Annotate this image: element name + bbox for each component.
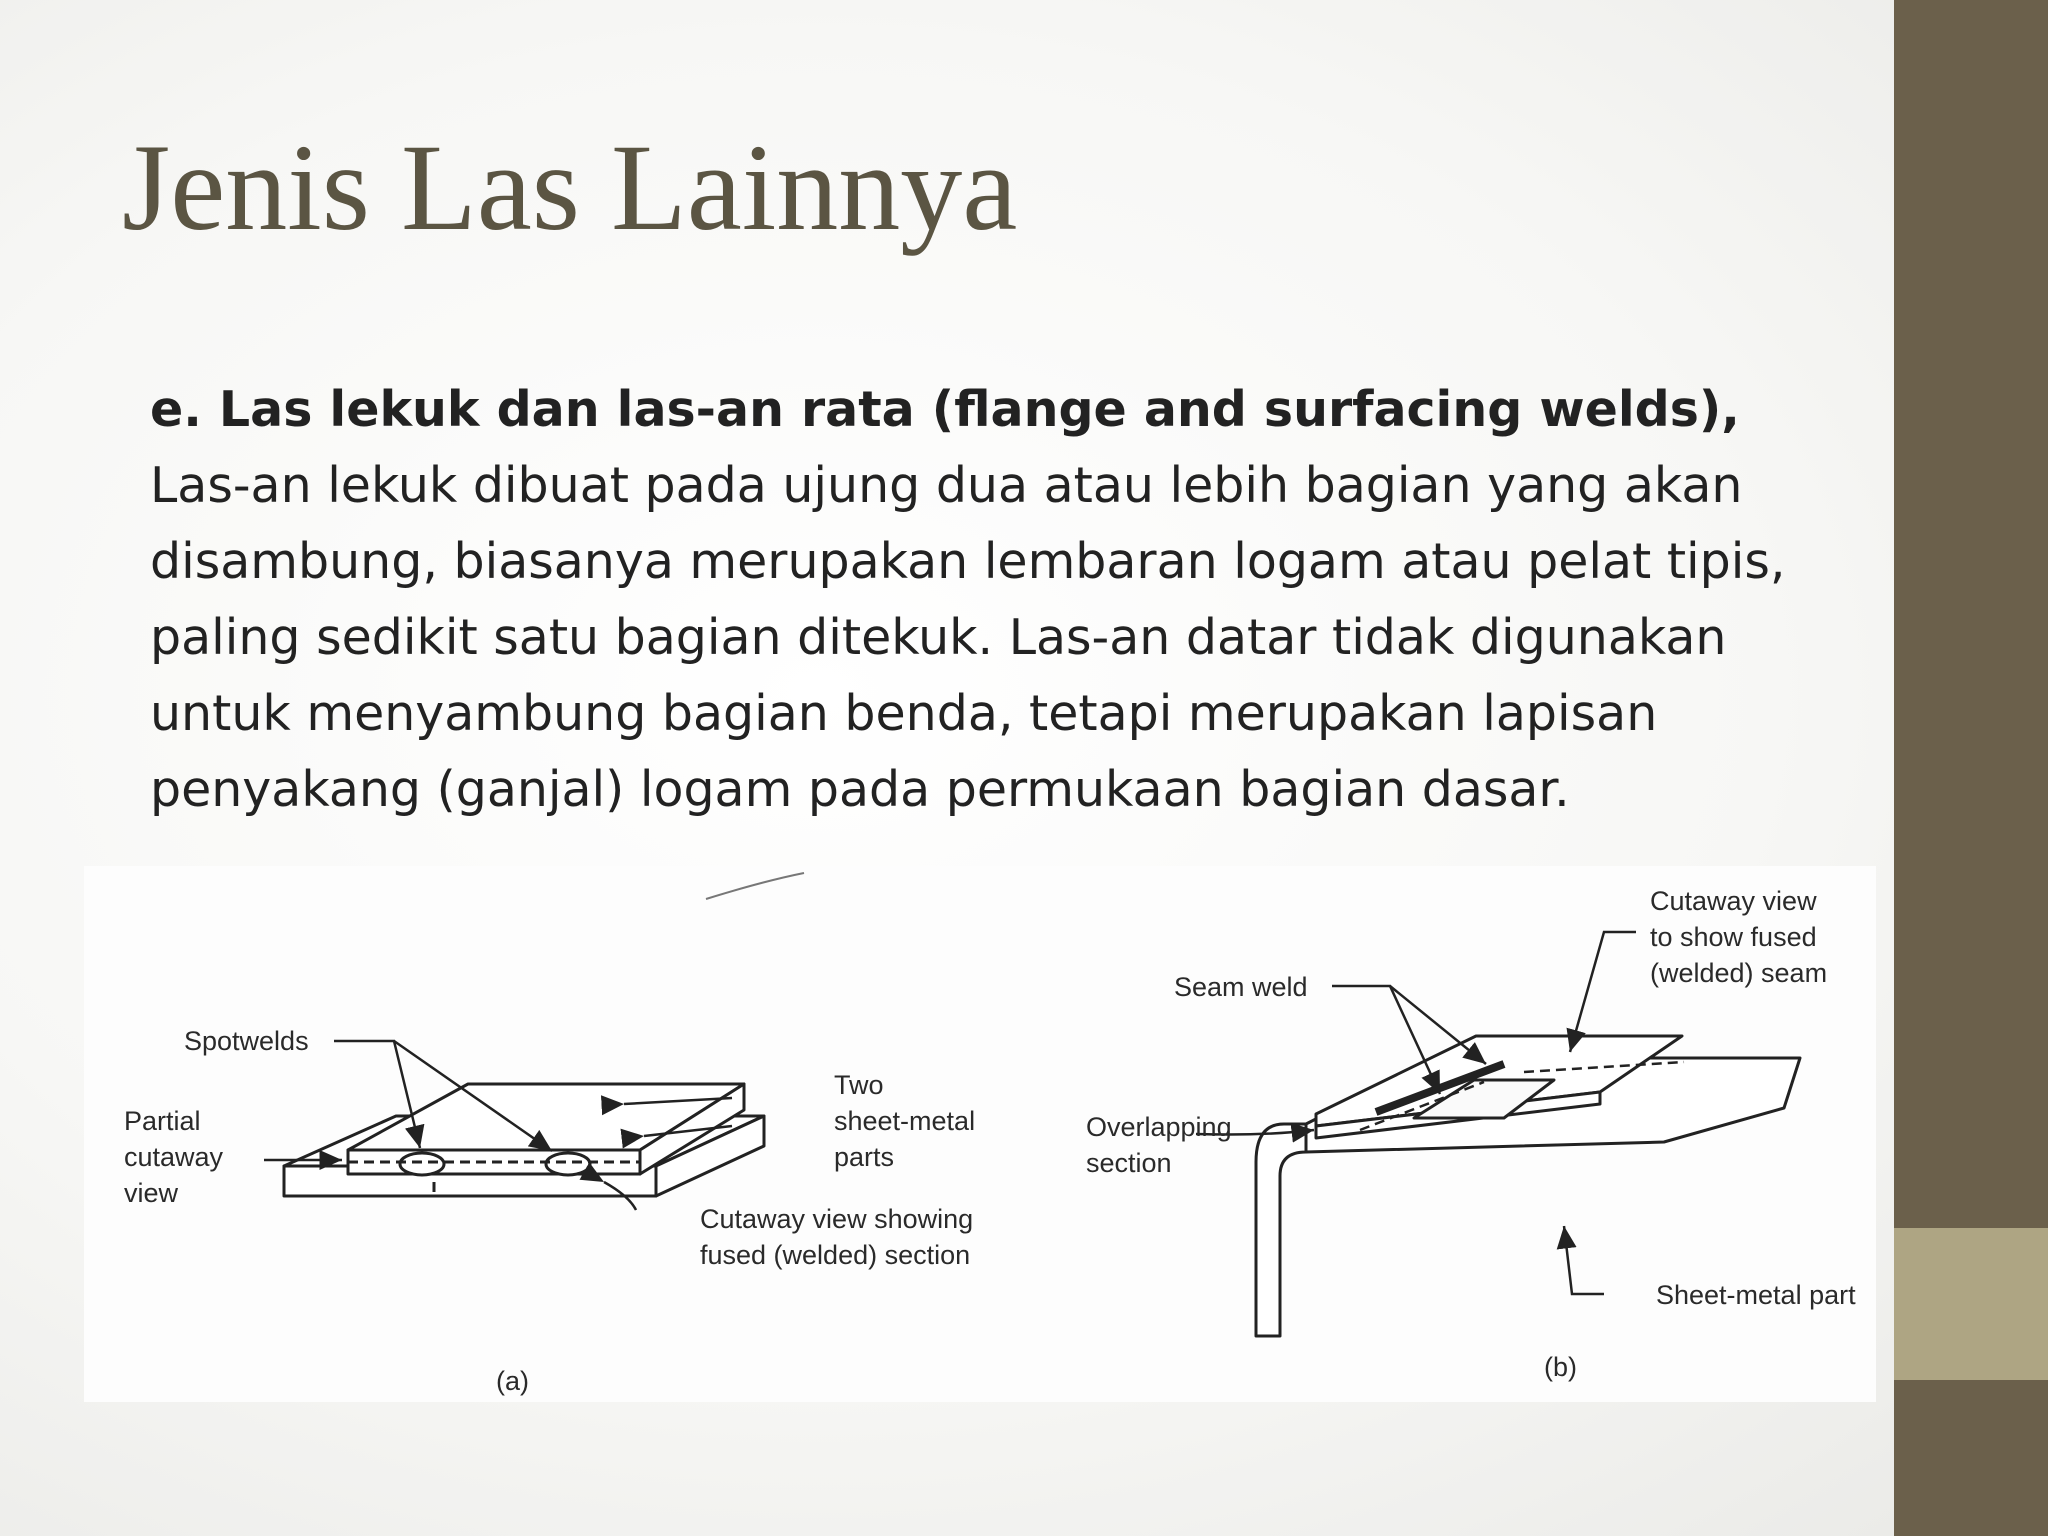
body-lead-bold: e. Las lekuk dan las-an rata (flange and surfacing welds),	[150, 381, 1740, 438]
caption-b: (b)	[1544, 1352, 1577, 1382]
label-cut-2: to show fused	[1650, 922, 1817, 952]
sidebar-accent-block	[1894, 1228, 2048, 1380]
label-spotwelds: Spotwelds	[184, 1026, 309, 1056]
label-partial-3: view	[124, 1178, 179, 1208]
label-cutaway-2: fused (welded) section	[700, 1240, 971, 1270]
label-partial-1: Partial	[124, 1106, 201, 1136]
label-partial-2: cutaway	[124, 1142, 224, 1172]
label-two-2: sheet-metal	[834, 1106, 976, 1136]
label-cutaway-1: Cutaway view showing	[700, 1204, 974, 1234]
slide-title: Jenis Las Lainnya	[122, 119, 1018, 256]
label-overlap-1: Overlapping	[1086, 1112, 1232, 1142]
body-text: Las-an lekuk dibuat pada ujung dua atau lebih bagian yang akan disambung, biasanya merupakan lembaran logam atau pelat tipis, paling sedikit satu bagian ditekuk. Las-an datar tidak digunakan untuk menyambung bagian benda, tetapi merupakan lapisan penyakang (ganjal) logam pada permukaan bagian dasar.	[150, 457, 1786, 818]
label-two-1: Two	[834, 1070, 884, 1100]
label-sheet-metal-part: Sheet-metal part	[1656, 1280, 1856, 1310]
label-overlap-2: section	[1086, 1148, 1172, 1178]
slide-body	[150, 372, 1810, 828]
welding-figure	[84, 866, 1876, 1402]
label-two-3: parts	[834, 1142, 895, 1172]
caption-a: (a)	[496, 1366, 529, 1396]
label-seam-weld: Seam weld	[1174, 972, 1308, 1002]
label-cut-3: (welded) seam	[1650, 958, 1828, 988]
label-cut-1: Cutaway view	[1650, 886, 1817, 916]
